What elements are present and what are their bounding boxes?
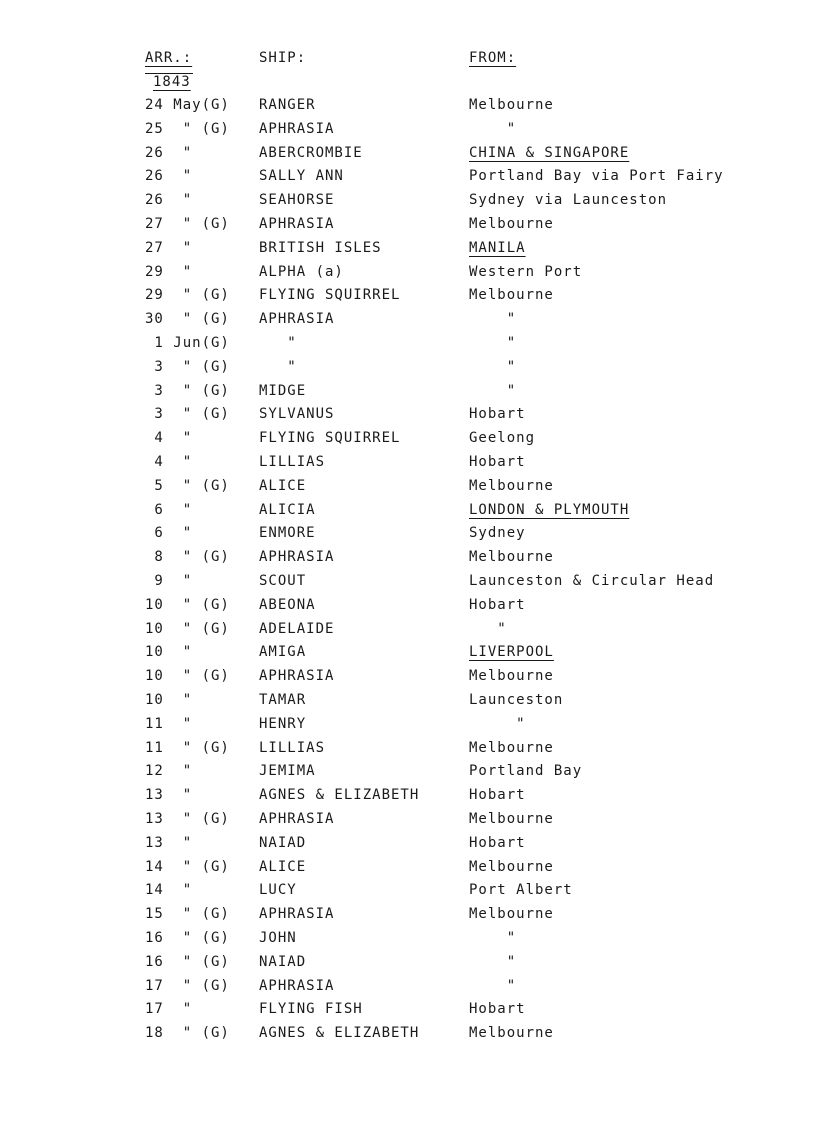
ship-name: APHRASIA — [259, 311, 335, 328]
origin: Port Albert — [469, 882, 573, 899]
origin: " — [469, 335, 517, 351]
ship-name: ABERCROMBIE — [259, 144, 363, 161]
ship-name: JOHN — [259, 930, 297, 946]
ship-name: AGNES & ELIZABETH — [259, 1025, 420, 1042]
arrival-date: 26 " — [145, 144, 193, 161]
arrival-date: 10 " (G) — [145, 620, 230, 637]
arrival-date: 29 " — [145, 263, 193, 280]
arrival-date: 16 " (G) — [145, 953, 230, 970]
ship-name: APHRASIA — [259, 549, 335, 566]
ship-name: AMIGA — [259, 644, 307, 661]
origin: Portland Bay via Port Fairy — [469, 168, 724, 185]
ship-name: BRITISH ISLES — [259, 239, 382, 256]
origin: Melbourne — [469, 216, 554, 232]
arrival-date: 16 " (G) — [145, 930, 230, 946]
arrival-date: 6 " — [145, 525, 193, 542]
arrival-date: 14 " (G) — [145, 858, 230, 875]
origin: Launceston & Circular Head — [469, 573, 715, 589]
ship-name: AGNES & ELIZABETH — [259, 787, 420, 804]
origin: Melbourne — [469, 858, 554, 875]
origin: Launceston — [469, 692, 564, 708]
origin: " — [469, 311, 517, 328]
ship-name: " — [259, 335, 297, 351]
origin: Melbourne — [469, 287, 554, 304]
origin: Melbourne — [469, 1025, 554, 1042]
arrival-date: 13 " — [145, 834, 193, 851]
ship-name: APHRASIA — [259, 120, 335, 137]
arrival-date: 24 May(G) — [145, 97, 230, 113]
origin: Melbourne — [469, 906, 554, 923]
ship-name: FLYING SQUIRREL — [259, 430, 401, 447]
ship-name: HENRY — [259, 715, 307, 732]
arrival-date: 11 " — [145, 715, 193, 732]
ship-name: FLYING SQUIRREL — [259, 287, 401, 304]
origin: Western Port — [469, 263, 583, 280]
origin: " — [469, 977, 517, 994]
arrival-date: 9 " — [145, 573, 193, 589]
header-arr: ARR.: — [145, 50, 193, 66]
ship-name: ALICE — [259, 477, 307, 494]
ship-name: TAMAR — [259, 692, 307, 708]
ship-name: NAIAD — [259, 953, 307, 970]
ship-name: SALLY ANN — [259, 168, 344, 185]
origin: Melbourne — [469, 739, 554, 756]
ship-name: ADELAIDE — [259, 620, 335, 637]
ship-name: LILLIAS — [259, 454, 326, 470]
ship-name: LUCY — [259, 882, 297, 899]
arrival-date: 4 " — [145, 430, 193, 447]
arrival-date: 29 " (G) — [145, 287, 230, 304]
origin: Melbourne — [469, 477, 554, 494]
ship-name: ABEONA — [259, 596, 316, 613]
origin: " — [469, 120, 517, 137]
origin: Hobart — [469, 406, 526, 423]
ship-name: RANGER — [259, 97, 316, 113]
arrival-date: 13 " — [145, 787, 193, 804]
origin: Melbourne — [469, 811, 554, 827]
arrival-date: 5 " (G) — [145, 477, 230, 494]
arrival-date: 6 " — [145, 501, 193, 518]
ship-name: FLYING FISH — [259, 1001, 363, 1018]
arrival-date: 12 " — [145, 763, 193, 780]
origin: Melbourne — [469, 549, 554, 566]
origin: Sydney — [469, 525, 526, 542]
origin: Portland Bay — [469, 763, 583, 780]
arrival-date: 3 " (G) — [145, 382, 230, 399]
arrival-date: 18 " (G) — [145, 1025, 230, 1042]
origin: Melbourne — [469, 668, 554, 685]
origin: Hobart — [469, 834, 526, 851]
arrival-date: 10 " — [145, 644, 193, 661]
ship-name: ALICIA — [259, 501, 316, 518]
origin: Hobart — [469, 787, 526, 804]
arrival-date: 13 " (G) — [145, 811, 230, 827]
origin: Geelong — [469, 430, 536, 447]
origin: Sydney via Launceston — [469, 192, 668, 209]
arrival-date: 27 " (G) — [145, 216, 230, 232]
arrival-date: 1 Jun(G) — [145, 335, 230, 351]
ship-name: NAIAD — [259, 834, 307, 851]
arrival-date: 3 " (G) — [145, 406, 230, 423]
origin: " — [469, 620, 507, 637]
ship-name: APHRASIA — [259, 216, 335, 232]
origin: " — [469, 382, 517, 399]
origin: LONDON & PLYMOUTH — [469, 501, 630, 518]
ship-name: SCOUT — [259, 573, 307, 589]
arrival-date: 10 " (G) — [145, 668, 230, 685]
ship-name: ALICE — [259, 858, 307, 875]
arrival-date: 3 " (G) — [145, 358, 230, 375]
ship-name: ENMORE — [259, 525, 316, 542]
origin: Hobart — [469, 596, 526, 613]
arrival-date: 27 " — [145, 239, 193, 256]
ship-name: APHRASIA — [259, 668, 335, 685]
arrival-date: 8 " (G) — [145, 549, 230, 566]
arrival-date: 10 " (G) — [145, 596, 230, 613]
header-from: FROM: — [469, 50, 517, 66]
origin: " — [469, 930, 517, 946]
arrival-date: 25 " (G) — [145, 120, 230, 137]
ship-name: APHRASIA — [259, 977, 335, 994]
ship-name: MIDGE — [259, 382, 307, 399]
ship-name: APHRASIA — [259, 906, 335, 923]
arrival-date: 17 " (G) — [145, 977, 230, 994]
ship-name: LILLIAS — [259, 739, 326, 756]
origin: CHINA & SINGAPORE — [469, 144, 630, 161]
ship-name: ALPHA (a) — [259, 263, 344, 280]
origin: " — [469, 953, 517, 970]
arrival-date: 14 " — [145, 882, 193, 899]
arrival-date: 10 " — [145, 692, 193, 708]
ship-name: " — [259, 358, 297, 375]
arrival-date: 17 " — [145, 1001, 193, 1018]
origin: Hobart — [469, 1001, 526, 1018]
arrival-date: 11 " (G) — [145, 739, 230, 756]
arrival-date: 4 " — [145, 454, 193, 470]
arrival-date: 30 " (G) — [145, 311, 230, 328]
header-ship: SHIP: — [259, 50, 307, 66]
origin: LIVERPOOL — [469, 644, 554, 661]
year-label: 1843 — [153, 74, 191, 90]
origin: " — [469, 715, 526, 732]
origin: Hobart — [469, 454, 526, 470]
arrival-date: 15 " (G) — [145, 906, 230, 923]
ship-name: SEAHORSE — [259, 192, 335, 209]
origin: Melbourne — [469, 97, 554, 113]
origin: " — [469, 358, 517, 375]
origin: MANILA — [469, 239, 526, 256]
ship-name: JEMIMA — [259, 763, 316, 780]
ship-name: APHRASIA — [259, 811, 335, 827]
ship-name: SYLVANUS — [259, 406, 335, 423]
arrival-date: 26 " — [145, 192, 193, 209]
arrival-date: 26 " — [145, 168, 193, 185]
